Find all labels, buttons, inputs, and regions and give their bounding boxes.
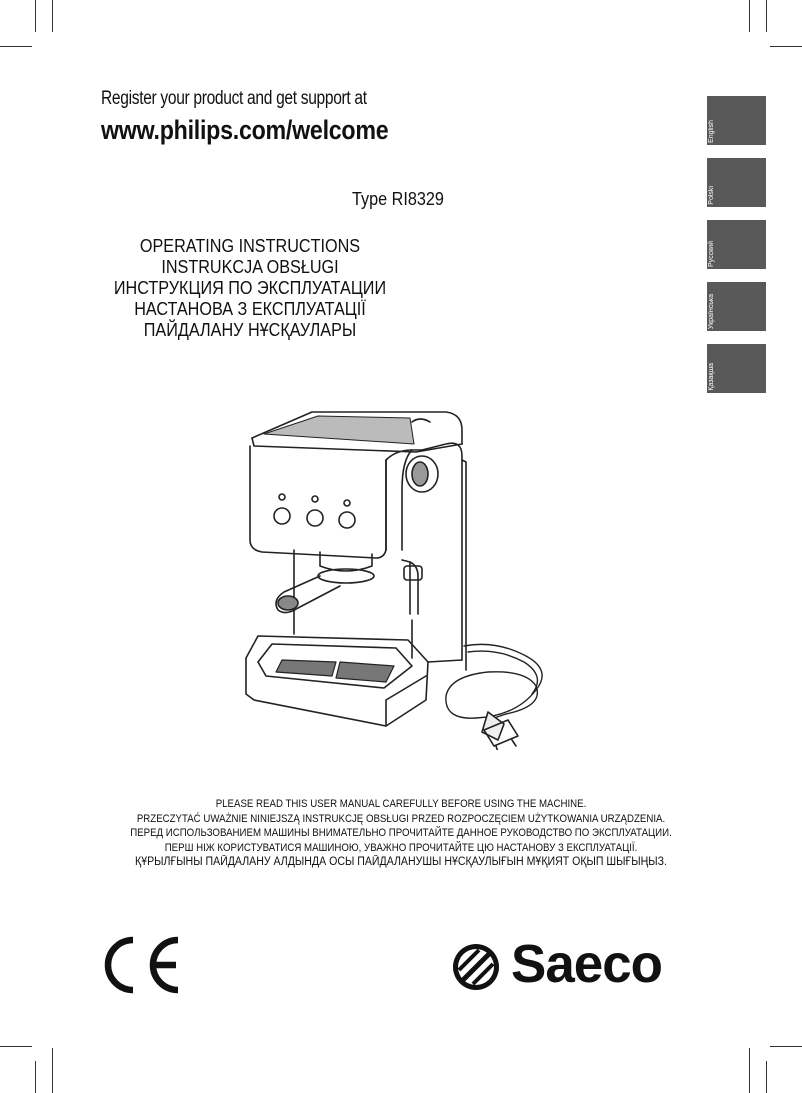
crop-mark <box>0 1046 32 1047</box>
language-tab-english[interactable] <box>707 96 766 145</box>
crop-mark <box>0 46 32 47</box>
power-plug <box>482 712 518 750</box>
crop-mark <box>770 46 802 47</box>
ce-mark-logo <box>100 936 184 994</box>
warning-ukrainian: ПЕРШ НІЖ КОРИСТУВАТИСЯ МАШИНОЮ, УВАЖНО ПРОЧИТАЙТЕ ЦЮ НАСТАНОВУ З ЕКСПЛУАТАЦІЇ. <box>164 841 638 854</box>
saeco-emblem-icon <box>449 940 505 996</box>
language-tab-russian[interactable] <box>707 220 766 269</box>
crop-mark <box>766 1061 767 1093</box>
cup-warmer-grid <box>264 416 414 444</box>
crop-mark <box>35 0 36 32</box>
title-ukrainian: НАСТАНОВА З ЕКСПЛУАТАЦІЇ <box>134 299 366 319</box>
language-tab-label: Polski <box>708 186 715 205</box>
indicator-lights <box>279 494 350 506</box>
register-text: Register your product and get support at <box>101 88 367 109</box>
read-manual-warnings <box>80 797 722 870</box>
title-russian: ИНСТРУКЦИЯ ПО ЭКСПЛУАТАЦИИ <box>113 278 387 298</box>
manual-titles <box>50 236 450 341</box>
warning-english: PLEASE READ THIS USER MANUAL CAREFULLY BEFORE USING THE MACHINE. <box>215 798 587 810</box>
crop-mark <box>766 0 767 32</box>
support-url-link[interactable]: www.philips.com/welcome <box>101 115 389 145</box>
power-cord <box>446 644 542 720</box>
language-tab-kazakh[interactable] <box>707 344 766 393</box>
brand-name: Saeco <box>511 934 663 994</box>
language-tab-ukrainian[interactable] <box>707 282 766 331</box>
warning-kazakh: ҚҰРЫЛҒЫНЫ ПАЙДАЛАНУ АЛДЫНДА ОСЫ ПАЙДАЛАНУШЫ НҰСҚАУЛЫҒЫН МҰҚИЯТ ОҚЫП ШЫҒЫҢЫЗ. <box>135 856 667 868</box>
language-tab-label: Русский <box>708 241 715 267</box>
espresso-machine-illustration <box>236 400 556 750</box>
title-english: OPERATING INSTRUCTIONS <box>139 236 361 256</box>
language-tab-label: English <box>708 120 715 143</box>
crop-mark <box>52 1048 53 1093</box>
warning-polish: PRZECZYTAĆ UWAŻNIE NINIEJSZĄ INSTRUKCJĘ OBSŁUGI PRZED ROZPOCZĘCIEM UŻYTKOWANIA URZĄDZENIA. <box>136 812 666 825</box>
crop-mark <box>749 0 750 32</box>
crop-mark <box>749 1048 750 1093</box>
language-tab-polish[interactable] <box>707 158 766 207</box>
crop-mark <box>52 0 53 32</box>
crop-mark <box>35 1061 36 1093</box>
product-type-label: Type RI8329 <box>352 189 444 209</box>
title-kazakh: ПАЙДАЛАНУ НҰСҚАУЛАРЫ <box>143 320 357 340</box>
title-polish: INSTRUKCJA OBSŁUGI <box>161 257 339 277</box>
language-tab-label: Қазақша <box>708 363 715 391</box>
language-tab-label: Українська <box>708 293 715 329</box>
crop-mark <box>770 1046 802 1047</box>
warning-russian: ПЕРЕД ИСПОЛЬЗОВАНИЕМ МАШИНЫ ВНИМАТЕЛЬНО ПРОЧИТАЙТЕ ДАННОЕ РУКОВОДСТВО ПО ЭКСПЛУАТАЦИИ. <box>130 827 672 839</box>
control-knobs <box>274 508 355 528</box>
